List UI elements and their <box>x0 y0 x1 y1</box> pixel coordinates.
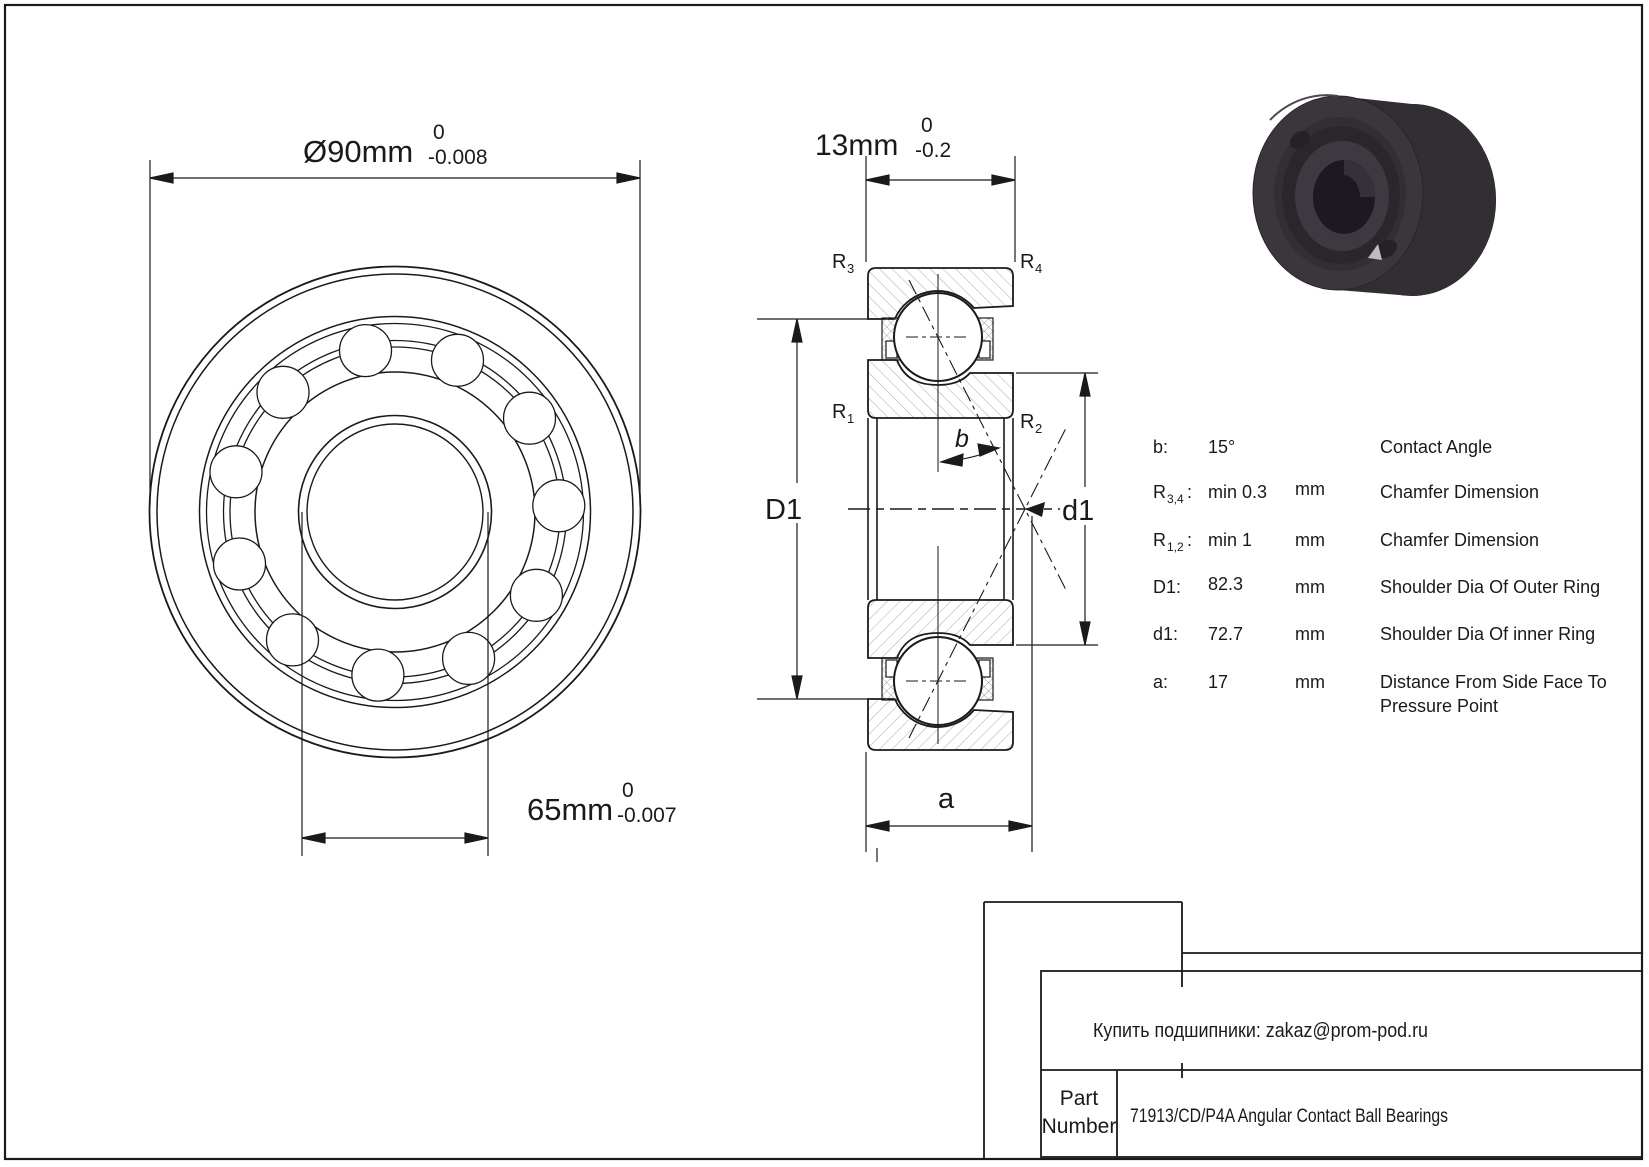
spec-value: min 0.3 <box>1208 482 1268 502</box>
spec-unit: mm <box>1295 624 1325 644</box>
spec-label: a: <box>1153 672 1169 692</box>
D1-label: D1 <box>765 494 803 526</box>
spec-label-tail: : <box>1187 530 1193 550</box>
spec-label-tail: : <box>1187 482 1193 502</box>
spec-desc: Shoulder Dia Of Outer Ring <box>1380 577 1601 597</box>
section-view <box>848 268 1066 750</box>
bore-diameter-tol-lower: -0.007 <box>617 804 677 827</box>
front-view-dimension-text <box>303 121 677 827</box>
width-tol-upper: 0 <box>921 114 933 137</box>
spec-label: R <box>1153 530 1166 550</box>
spec-unit: mm <box>1295 530 1325 550</box>
a-label: a <box>938 783 955 815</box>
front-view <box>150 267 641 758</box>
spec-label: D1: <box>1153 577 1182 597</box>
spec-value: 15° <box>1208 437 1236 457</box>
spec-label: d1: <box>1153 624 1179 644</box>
spec-unit: mm <box>1295 577 1325 597</box>
outer-diameter-tol-upper: 0 <box>433 121 445 144</box>
part-number: 71913/CD/P4A Angular Contact Ball Bearings <box>1130 1106 1448 1127</box>
spec-value: 17 <box>1208 672 1229 692</box>
R4-sub: 4 <box>1035 261 1043 276</box>
spec-table <box>1153 437 1607 716</box>
spec-desc: Chamfer Dimension <box>1380 530 1540 550</box>
spec-unit: mm <box>1295 479 1325 499</box>
part-label-line1: Part <box>1059 1087 1099 1110</box>
bore-diameter-tol-upper: 0 <box>622 779 634 802</box>
spec-value: 82.3 <box>1208 574 1244 594</box>
b-label: b <box>955 425 969 453</box>
title-block-text <box>1042 1020 1448 1138</box>
spec-label-sub: 1,2 <box>1167 540 1184 554</box>
R3-sub: 3 <box>847 261 855 276</box>
width-dim: 13mm <box>815 129 899 162</box>
spec-unit: mm <box>1295 672 1325 692</box>
spec-label-sub: 3,4 <box>1167 492 1184 506</box>
outer-diameter-dim: Ø90mm <box>303 134 414 169</box>
R1-label: R <box>832 401 847 423</box>
R1-sub: 1 <box>847 411 855 426</box>
outer-diameter-tol-lower: -0.008 <box>428 146 488 169</box>
d1-label: d1 <box>1062 495 1095 527</box>
spec-value: 72.7 <box>1208 624 1244 644</box>
spec-desc: Distance From Side Face To <box>1380 672 1607 692</box>
spec-desc: Shoulder Dia Of inner Ring <box>1380 624 1596 644</box>
spec-desc2: Pressure Point <box>1380 696 1499 716</box>
R3-label: R <box>832 251 847 273</box>
spec-desc: Chamfer Dimension <box>1380 482 1540 502</box>
spec-label: b: <box>1153 437 1169 457</box>
spec-desc: Contact Angle <box>1380 437 1493 457</box>
part-label-line2: Number <box>1041 1115 1117 1138</box>
bearing-render-3d <box>1253 95 1496 296</box>
spec-label: R <box>1153 482 1166 502</box>
bore-diameter-dim: 65mm <box>527 792 614 827</box>
R2-sub: 2 <box>1035 421 1043 436</box>
spec-value: min 1 <box>1208 530 1253 550</box>
R4-label: R <box>1020 251 1035 273</box>
width-tol-lower: -0.2 <box>915 139 952 162</box>
contact-info: Купить подшипники: zakaz@prom-pod.ru <box>1093 1020 1428 1042</box>
R2-label: R <box>1020 411 1035 433</box>
